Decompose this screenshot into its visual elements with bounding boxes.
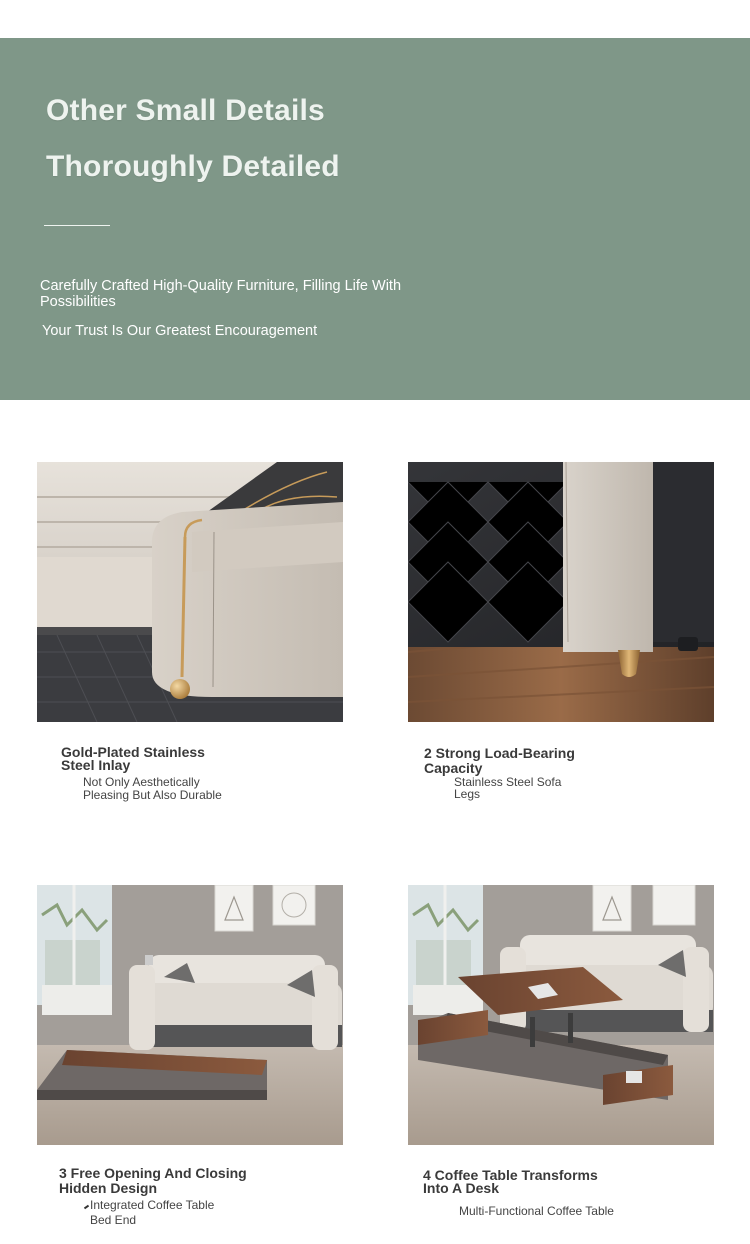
hero-banner	[0, 38, 750, 400]
feature-2-title: 2 Strong Load-Bearing Capacity	[424, 745, 575, 776]
hero-divider	[44, 225, 110, 226]
hero-subtitle: Your Trust Is Our Greatest Encouragement	[42, 323, 318, 339]
armrest-gold-inlay-photo	[37, 462, 343, 722]
feature-1-title: Gold-Plated Stainless Steel Inlay	[61, 744, 205, 773]
feature-4-title: 4 Coffee Table Transforms Into A Desk	[423, 1167, 598, 1196]
feature-2-subtitle: Stainless Steel Sofa Legs	[454, 775, 562, 801]
feature-3-title: 3 Free Opening And Closing Hidden Design	[59, 1165, 247, 1196]
feature-1-subtitle: Not Only Aesthetically Pleasing But Also Durable	[83, 775, 222, 802]
hero-title-line2: Thoroughly Detailed	[46, 150, 340, 183]
stray-mark	[84, 1205, 89, 1210]
coffee-table-desk-photo	[408, 885, 714, 1145]
hidden-design-room-photo	[37, 885, 343, 1145]
hero-title-line1: Other Small Details	[46, 94, 325, 127]
feature-4-subtitle: Multi-Functional Coffee Table	[459, 1204, 614, 1218]
feature-3-subtitle: Integrated Coffee Table Bed End	[90, 1198, 215, 1227]
hero-tagline: Carefully Crafted High-Quality Furniture, Filling Life With Possibilities	[40, 278, 402, 310]
sofa-leg-closeup-photo	[408, 462, 714, 722]
